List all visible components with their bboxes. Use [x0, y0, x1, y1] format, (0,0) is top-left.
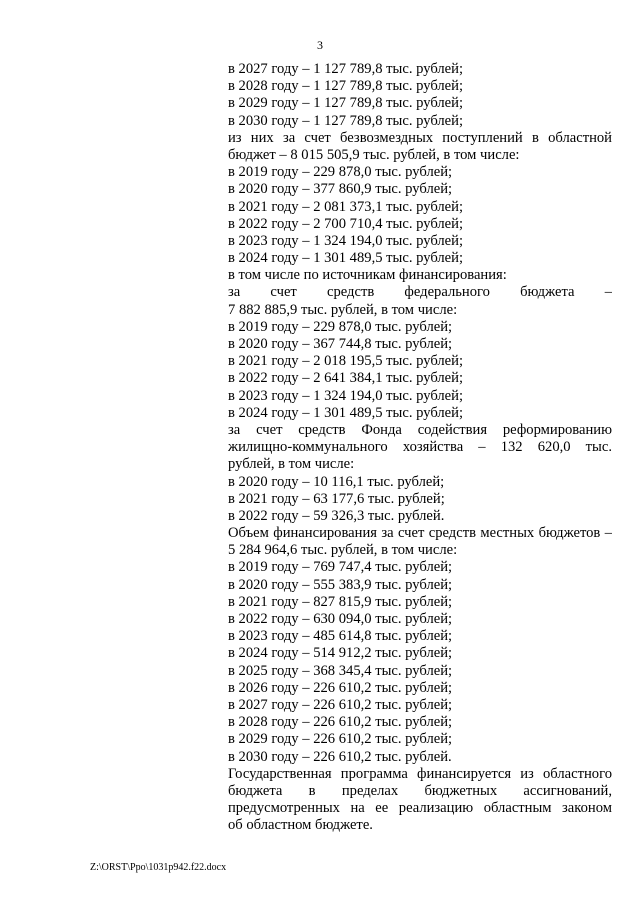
text-line: в 2027 году – 1 127 789,8 тыс. рублей;: [228, 61, 464, 77]
file-path-footer: Z:\ORST\Ppo\1031p942.f22.docx: [90, 862, 227, 873]
text-line: в 2029 году – 1 127 789,8 тыс. рублей;: [228, 95, 464, 112]
text-line: жилищно-коммунального хозяйства – 132 620,0 тыс.: [228, 439, 612, 456]
text-line: в 2020 году – 377 860,9 тыс. рублей;: [228, 181, 453, 198]
text-line: в 2022 году – 2 700 710,4 тыс. рублей;: [228, 215, 464, 232]
text-line: в 2019 году – 769 747,4 тыс. рублей;: [228, 559, 453, 576]
text-line: в 2022 году – 2 641 384,1 тыс. рублей;: [228, 370, 464, 387]
text-line: в 2028 году – 226 610,2 тыс. рублей;: [228, 714, 453, 731]
text-line: в 2021 году – 2 018 195,5 тыс. рублей;: [228, 353, 464, 370]
text-line: в 2026 году – 226 610,2 тыс. рублей;: [228, 679, 453, 696]
text-line: в 2020 году – 10 116,1 тыс. рублей;: [228, 473, 445, 490]
text-line: из них за счет безвозмездных поступлений в областной: [228, 129, 612, 146]
text-line: в 2019 году – 229 878,0 тыс. рублей;: [228, 318, 453, 335]
text-line: в 2024 году – 1 301 489,5 тыс. рублей;: [228, 404, 464, 421]
text-line: в 2030 году – 1 127 789,8 тыс. рублей;: [228, 112, 464, 129]
page-number: 3: [317, 38, 323, 52]
text-line: в 2028 году – 1 127 789,8 тыс. рублей;: [228, 78, 464, 95]
text-line: в 2023 году – 1 324 194,0 тыс. рублей;: [228, 232, 464, 249]
text-line: в 2023 году – 485 614,8 тыс. рублей;: [228, 628, 453, 645]
text-line: за счет средств Фонда содействия реформированию: [228, 421, 612, 438]
text-line: в 2029 году – 226 610,2 тыс. рублей;: [228, 731, 453, 748]
text-line: в 2022 году – 59 326,3 тыс. рублей.: [228, 507, 445, 524]
text-line: в 2021 году – 63 177,6 тыс. рублей;: [228, 490, 445, 507]
text-line: в 2020 году – 367 744,8 тыс. рублей;: [228, 336, 453, 352]
text-line: 5 284 964,6 тыс. рублей, в том числе:: [228, 542, 458, 559]
text-line: об областном бюджете.: [228, 817, 373, 834]
text-line: в 2023 году – 1 324 194,0 тыс. рублей;: [228, 387, 464, 404]
text-line: в 2019 году – 229 878,0 тыс. рублей;: [228, 164, 453, 181]
text-line: в 2027 году – 226 610,2 тыс. рублей;: [228, 696, 453, 713]
text-line: в 2022 году – 630 094,0 тыс. рублей;: [228, 611, 453, 627]
body-text: [228, 61, 612, 834]
text-line: Объем финансирования за счет средств местных бюджетов –: [228, 525, 612, 542]
text-line: в 2024 году – 514 912,2 тыс. рублей;: [228, 645, 453, 662]
text-line: в 2025 году – 368 345,4 тыс. рублей;: [228, 662, 453, 679]
text-line: в 2024 году – 1 301 489,5 тыс. рублей;: [228, 250, 464, 267]
text-line: в том числе по источникам финансирования:: [228, 267, 507, 284]
text-line: бюджет – 8 015 505,9 тыс. рублей, в том числе:: [228, 146, 520, 163]
text-line: в 2021 году – 2 081 373,1 тыс. рублей;: [228, 198, 464, 215]
text-line: в 2020 году – 555 383,9 тыс. рублей;: [228, 576, 453, 593]
text-line: предусмотренных на ее реализацию областным законом: [228, 800, 612, 817]
text-line: в 2021 году – 827 815,9 тыс. рублей;: [228, 593, 453, 610]
text-line: рублей, в том числе:: [228, 456, 355, 473]
text-line: за счет средств федерального бюджета –: [228, 284, 612, 301]
text-line: бюджета в пределах бюджетных ассигнований,: [228, 782, 612, 799]
text-line: Государственная программа финансируется из областного: [228, 765, 612, 782]
text-line: в 2030 году – 226 610,2 тыс. рублей.: [228, 748, 452, 765]
text-line: 7 882 885,9 тыс. рублей, в том числе:: [228, 301, 458, 318]
